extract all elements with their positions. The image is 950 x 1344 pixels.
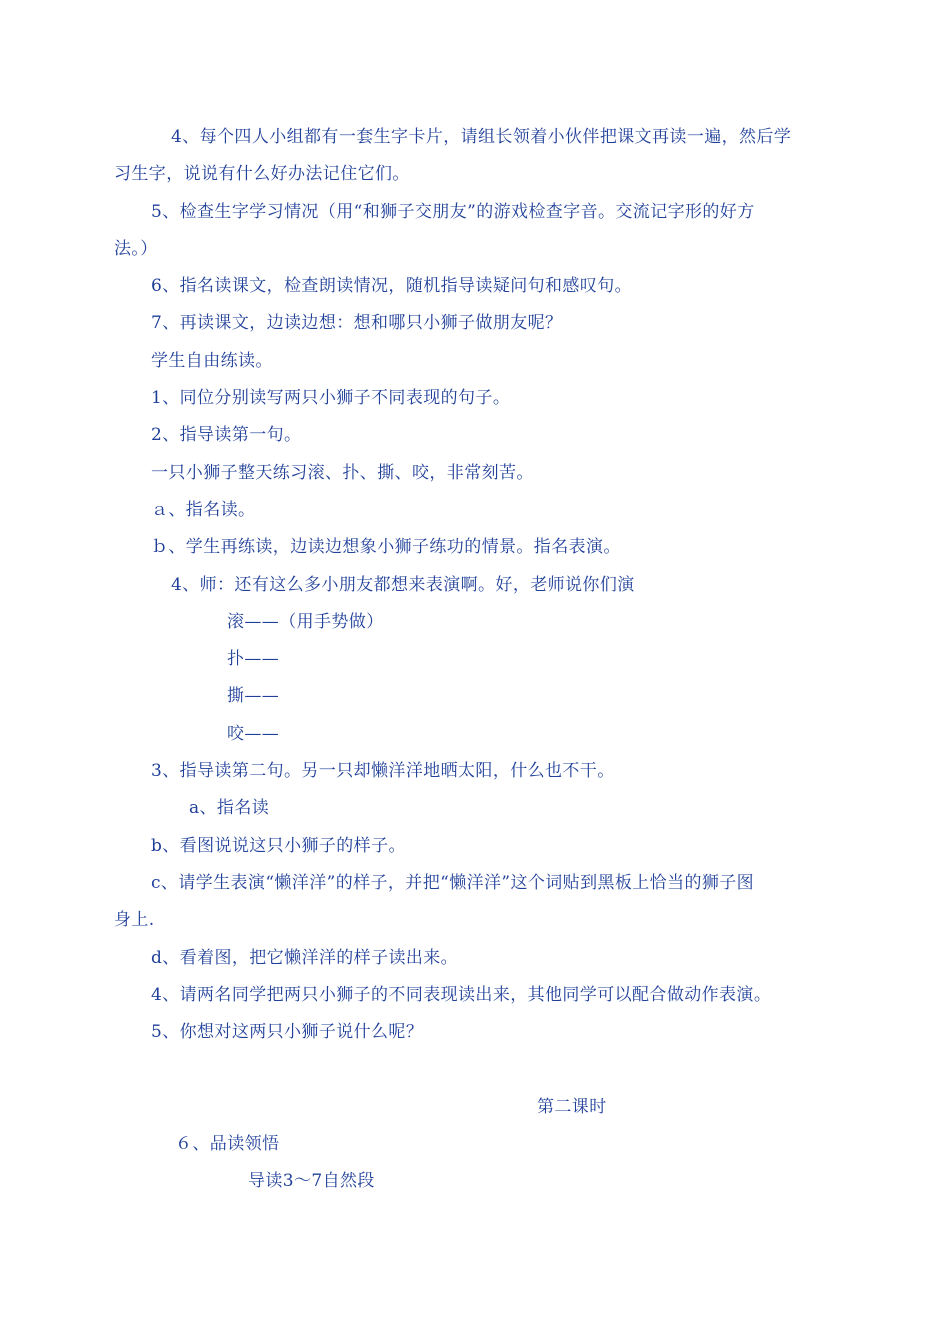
text-line: 导读3～7自然段 xyxy=(248,1171,375,1191)
text-line: b、看图说说这只小狮子的样子。 xyxy=(151,836,406,856)
text-line: ｂ、学生再练读，边读边想象小狮子练功的情景。指名表演。 xyxy=(151,537,621,557)
text-line: 1、同位分别读写两只小狮子不同表现的句子。 xyxy=(151,388,511,408)
text-line: 5、检查生字学习情况（用“和狮子交朋友”的游戏检查字音。交流记字形的好方 xyxy=(151,202,755,222)
text-line: 5、你想对这两只小狮子说什么呢？ xyxy=(151,1022,424,1042)
text-line: 学生自由练读。 xyxy=(151,351,273,371)
text-line: 扑—— xyxy=(227,649,280,669)
text-line: 咬—— xyxy=(227,724,280,744)
text-line: ６、品读领悟 xyxy=(175,1134,280,1154)
text-line: 滚——（用手势做） xyxy=(227,612,384,632)
text-line: 2、指导读第一句。 xyxy=(151,425,302,445)
text-line: 一只小狮子整天练习滚、扑、撕、咬，非常刻苦。 xyxy=(151,463,534,483)
text-line: c、请学生表演“懒洋洋”的样子，并把“懒洋洋”这个词贴到黑板上恰当的狮子图 xyxy=(151,873,755,893)
section-heading: 第二课时 xyxy=(537,1097,607,1117)
text-line: 习生字，说说有什么好办法记住它们。 xyxy=(114,164,410,184)
text-line: 6、指名读课文，检查朗读情况，随机指导读疑问句和感叹句。 xyxy=(151,276,633,296)
text-line: 身上. xyxy=(114,910,155,930)
text-line: ａ、指名读。 xyxy=(151,500,256,520)
text-line: 4、请两名同学把两只小狮子的不同表现读出来，其他同学可以配合做动作表演。 xyxy=(151,985,772,1005)
text-line: 3、指导读第二句。另一只却懒洋洋地晒太阳，什么也不干。 xyxy=(151,761,615,781)
text-line: 撕—— xyxy=(227,686,280,706)
text-line: 4、师：还有这么多小朋友都想来表演啊。好，老师说你们演 xyxy=(171,575,635,595)
text-line: 4、每个四人小组都有一套生字卡片，请组长领着小伙伴把课文再读一遍，然后学 xyxy=(171,127,792,147)
text-line: d、看着图，把它懒洋洋的样子读出来。 xyxy=(151,948,459,968)
text-line: 7、再读课文，边读边想：想和哪只小狮子做朋友呢？ xyxy=(151,313,563,333)
text-line: 法。） xyxy=(114,239,158,259)
text-line: a、指名读 xyxy=(189,798,270,818)
